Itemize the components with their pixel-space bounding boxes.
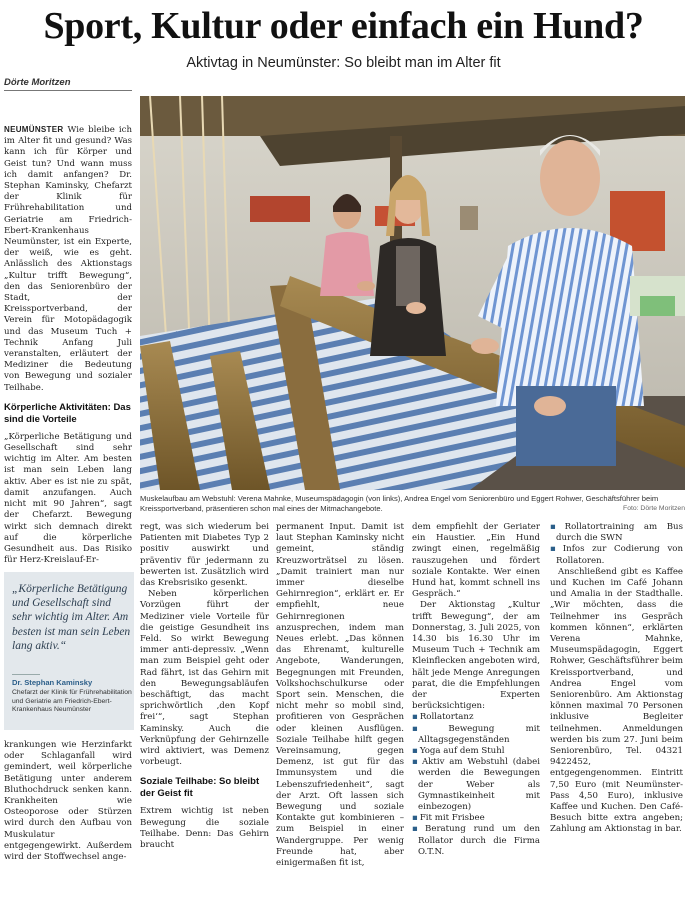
dateline: NEUMÜNSTER [4,125,64,134]
list-item: ▪ Bewegung mit Alltagsgegenständen [412,724,540,746]
activity-list-continued [550,522,683,567]
column-1-bottom [4,740,132,863]
activity-list [412,712,540,858]
list-item: ▪ Yoga auf dem Stuhl [412,746,540,757]
list-item: ▪ Rollatortraining am Bus durch die SWN [550,522,683,544]
column-1-paragraph: „Körperliche Betätigung und Gesellschaft sind sehr wichtig im Alter. Am besten ist man sein Leben lang aktiv. Aber es ist nie zu spät, damit anzufangen. Auch nicht mit 90 Jahren“, sagt der Chefarzt. Bewegung wirkt sich demnach direkt auf die körperliche Gesundheit aus. Das Risiko für Herz-Kreislauf-Er- [4,431,132,566]
intro-text: Wie bleibe ich im Alter fit und gesund? Was kann ich für Körper und Geist tun? Und wann muss ich damit anfangen? Dr. Stephan Kaminsky, Chefarzt der Klinik für Frührehabilitation und Geriatrie am Friedrich-Ebert-Krankenhaus Neumünster, ist ein Experte, der weiß, wie es geht. Anlässlich des Aktionstags „Kultur trifft Bewegung“, den das Seniorenbüro der Stadt, der Kreissportverband, der Verein für Motopädagogik und das Museum Tuch + Technik Anfang Juli veranstalten, erläutert der Mediziner die Bedeutung von Bewegung und sozialer Teilhabe. [4,125,133,393]
pull-quote-rule [12,674,40,675]
column-2 [140,522,269,851]
column-3 [276,522,404,869]
column-5-paragraph: Anschließend gibt es Kaffee und Kuchen im Café Johann und Amalia in der Stadthalle. „Wir möchten, dass die Teilnehmer ins Gespräch kommen können“, erklärten Verena Mahnke, Museumspädagogin, Eggert Rohwer, Geschäftsführer beim Kreissportverband, und Andrea Engel vom Seniorenbüro. Am Aktionstag können maximal 70 Personen inklusive Begleiter teilnehmen. Anmeldungen werden bis zum 27. Juni beim Seniorenbüro, Tel. 04321 9422452, entgegengenommen. Eintritt 7,50 Euro (mit Neumünster-Pass 4,50 Euro), inklusive Kaffee und Kuchen. Den Café-Besuch bitte extra angeben; Zahlung am Aktionstag in bar. [550,566,683,835]
list-item: ▪ Infos zur Codierung von Rollatoren. [550,544,683,566]
list-item: ▪ Beratung rund um den Rollator durch die Firma O.T.N. [412,824,540,858]
headline: Sport, Kultur oder einfach ein Hund? [43,5,644,47]
pull-quote-text: „Körperliche Betätigung und Gesellschaft sind sehr wichtig im Alter. Am besten ist man sein Leben lang aktiv.“ [12,583,131,652]
column-1-top [4,124,132,566]
list-item: ▪ Fit mit Frisbee [412,813,540,824]
column-2-paragraph-2: Neben körperlichen Vorzügen führt der Mediziner viele Vorteile für die geistige Gesundheit ins Feld. So wirkt Bewegung immer anti-depressiv. „Wenn man zum Beispiel geht oder Rad fährt, ist das Gehirn mit den Bewegungsabläufen beschäftigt, das macht sprichwörtlich ‚den Kopf frei‘“, sagt Stephan Kaminsky. Auch die Verknüpfung der Gehirnzelle wird aktiviert, was Demenz vorbeugt. [140,589,269,768]
pull-quote-name: Dr. Stephan Kaminsky [12,678,93,687]
column-3-paragraph: permanent Input. Damit ist laut Stephan Kaminsky nicht gemeint, ständig Kreuzworträtsel zu lösen. „Damit trainiert man nur immer dieselbe Gehirnregion“, erklärt er. Er empfiehlt, neue Gehirnregionen anzusprechen, indem man Neues erlebt. „Das können das Ehrenamt, kulturelle Angebote, Wanderungen, Begegnungen mit Freunden, Volkshochschulkurse oder Sport sein. Menschen, die nicht mehr so mobil sind, profitieren von Gesprächen oder kleinen Ausflügen. Soziale Teilhabe hilft gegen Vereinsamung, gegen Demenz, ist gut für das Immunsystem und die Lebenszufriedenheit“, sagt der Arzt. Oft lassen sich Bewegung und soziale Kontakte gut kombinieren – zum Beispiel in einer Wandergruppe. Per wenig Freunde hat, aber einigermaßen fit ist, [276,522,404,869]
subheadline: Aktivtag in Neumünster: So bleibt man im Alter fit [186,55,501,71]
list-item: ▪ Aktiv am Webstuhl (dabei werden die Bewegungen der Weber als Gymnastikeinheit mit einbezogen) [412,757,540,813]
column-2-paragraph-1: regt, was sich wiederum bei Patienten mit Diabetes Typ 2 positiv auswirkt und präventiv für jedermann zu bewerten ist. Zusätzlich wird das Krebsrisiko gesenkt. [140,522,269,589]
column-1-bottom-paragraph: krankungen wie Herzinfarkt oder Schlaganfall wird gemindert, weil körperliche Betätigung unter anderem Bluthochdruck senken kann. Krankheiten wie Osteoporose oder Stürzen wird durch den Aufbau von Muskulatur entgegengewirkt. Außerdem wird der Stoffwechsel ange- [4,740,132,863]
pull-quote [4,572,134,730]
photo-caption [140,494,685,514]
loom-photo-illustration [140,96,685,490]
list-item: ▪ Rollatortanz [412,712,540,723]
author-rule [4,90,132,91]
photo-credit: Foto: Dörte Moritzen [623,505,685,512]
column-4-paragraph-2: Der Aktionstag „Kultur trifft Bewegung“, der am Donnerstag, 3. Juli 2025, von 14.30 bis 16.30 Uhr im Museum Tuch + Technik am Kleinflecken angeboten wird, hält jede Menge Anregungen parat, die die Empfehlungen der Experten berücksichtigen: [412,600,540,712]
section-heading-social: Soziale Teilhabe: So bleibt der Geist fit [140,776,260,800]
pull-quote-role: Chefarzt der Klinik für Frührehabilitation und Geriatrie am Friedrich-Ebert-Krankenhaus Neumünster [12,689,132,714]
column-4 [412,522,540,858]
author: Dörte Moritzen [4,77,71,88]
intro-paragraph [4,124,132,394]
column-2-paragraph-3: Extrem wichtig ist neben Bewegung die soziale Teilhabe. Denn: Das Gehirn braucht [140,806,269,851]
photo-caption-text: Muskelaufbau am Webstuhl: Verena Mahnke, Museumspädagogin (von links), Andrea Engel vom Seniorenbüro und Eggert Rohwer, Geschäftsführer beim Kreissportverband, präsentieren schon mal eines der Mitmachangebote. [140,494,659,513]
section-heading-benefits: Körperliche Aktivitäten: Das sind die Vorteile [4,401,131,425]
column-4-paragraph-1: dem empfiehlt der Geriater ein Haustier. „Ein Hund zwingt einen, regelmäßig rauszugehen und fördert soziale Kontakte. Wer einen Hund hat, kommt schnell ins Gespräch.“ [412,522,540,600]
column-5 [550,522,683,836]
article-photo [140,96,685,490]
